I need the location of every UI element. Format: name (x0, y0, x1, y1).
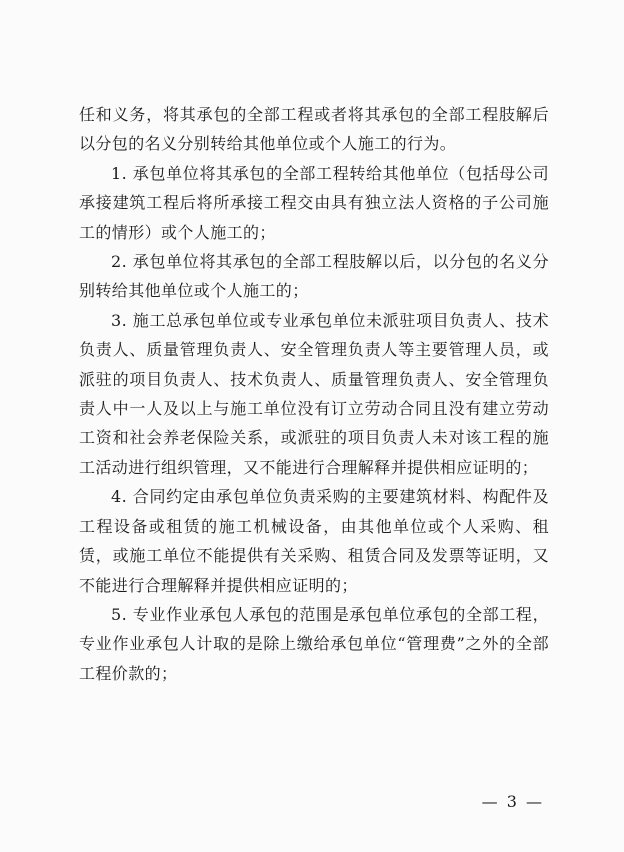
page-number: — 3 — (481, 792, 544, 811)
paragraph-item-5: 5. 专业作业承包人承包的范围是承包单位承包的全部工程，专业作业承包人计取的是除上缴给承包单位“管理费”之外的全部工程价款的； (79, 604, 549, 683)
paragraph-item-2: 2. 承包单位将其承包的全部工程肢解以后，以分包的名义分别转给其他单位或个人施工的； (79, 252, 549, 301)
paragraph-item-4: 4. 合同约定由承包单位负责采购的主要建筑材料、构配件及工程设备或租赁的施工机械设备，由其他单位或个人采购、租赁，或施工单位不能提供有关采购、租赁合同及发票等证明，又不能进行合理解释并提供相应证明的； (79, 487, 549, 595)
paragraph-continuation: 任和义务，将其承包的全部工程或者将其承包的全部工程肢解后以分包的名义分别转给其他单位或个人施工的行为。 (79, 105, 549, 154)
paragraph-item-3: 3. 施工总承包单位或专业承包单位未派驻项目负责人、技术负责人、质量管理负责人、安全管理负责人等主要管理人员，或派驻的项目负责人、技术负责人、质量管理负责人、安全管理负责人中一人及以上与施工单位没有订立劳动合同且没有建立劳动工资和社会养老保险关系，或派驻的项目负责人未对该工程的施工活动进行组织管理，又不能进行合理解释并提供相应证明的； (79, 310, 549, 477)
paragraph-item-1: 1. 承包单位将其承包的全部工程转给其他单位（包括母公司承接建筑工程后将所承接工程交由具有独立法人资格的子公司施工的情形）或个人施工的； (79, 163, 549, 242)
document-body (79, 100, 549, 688)
